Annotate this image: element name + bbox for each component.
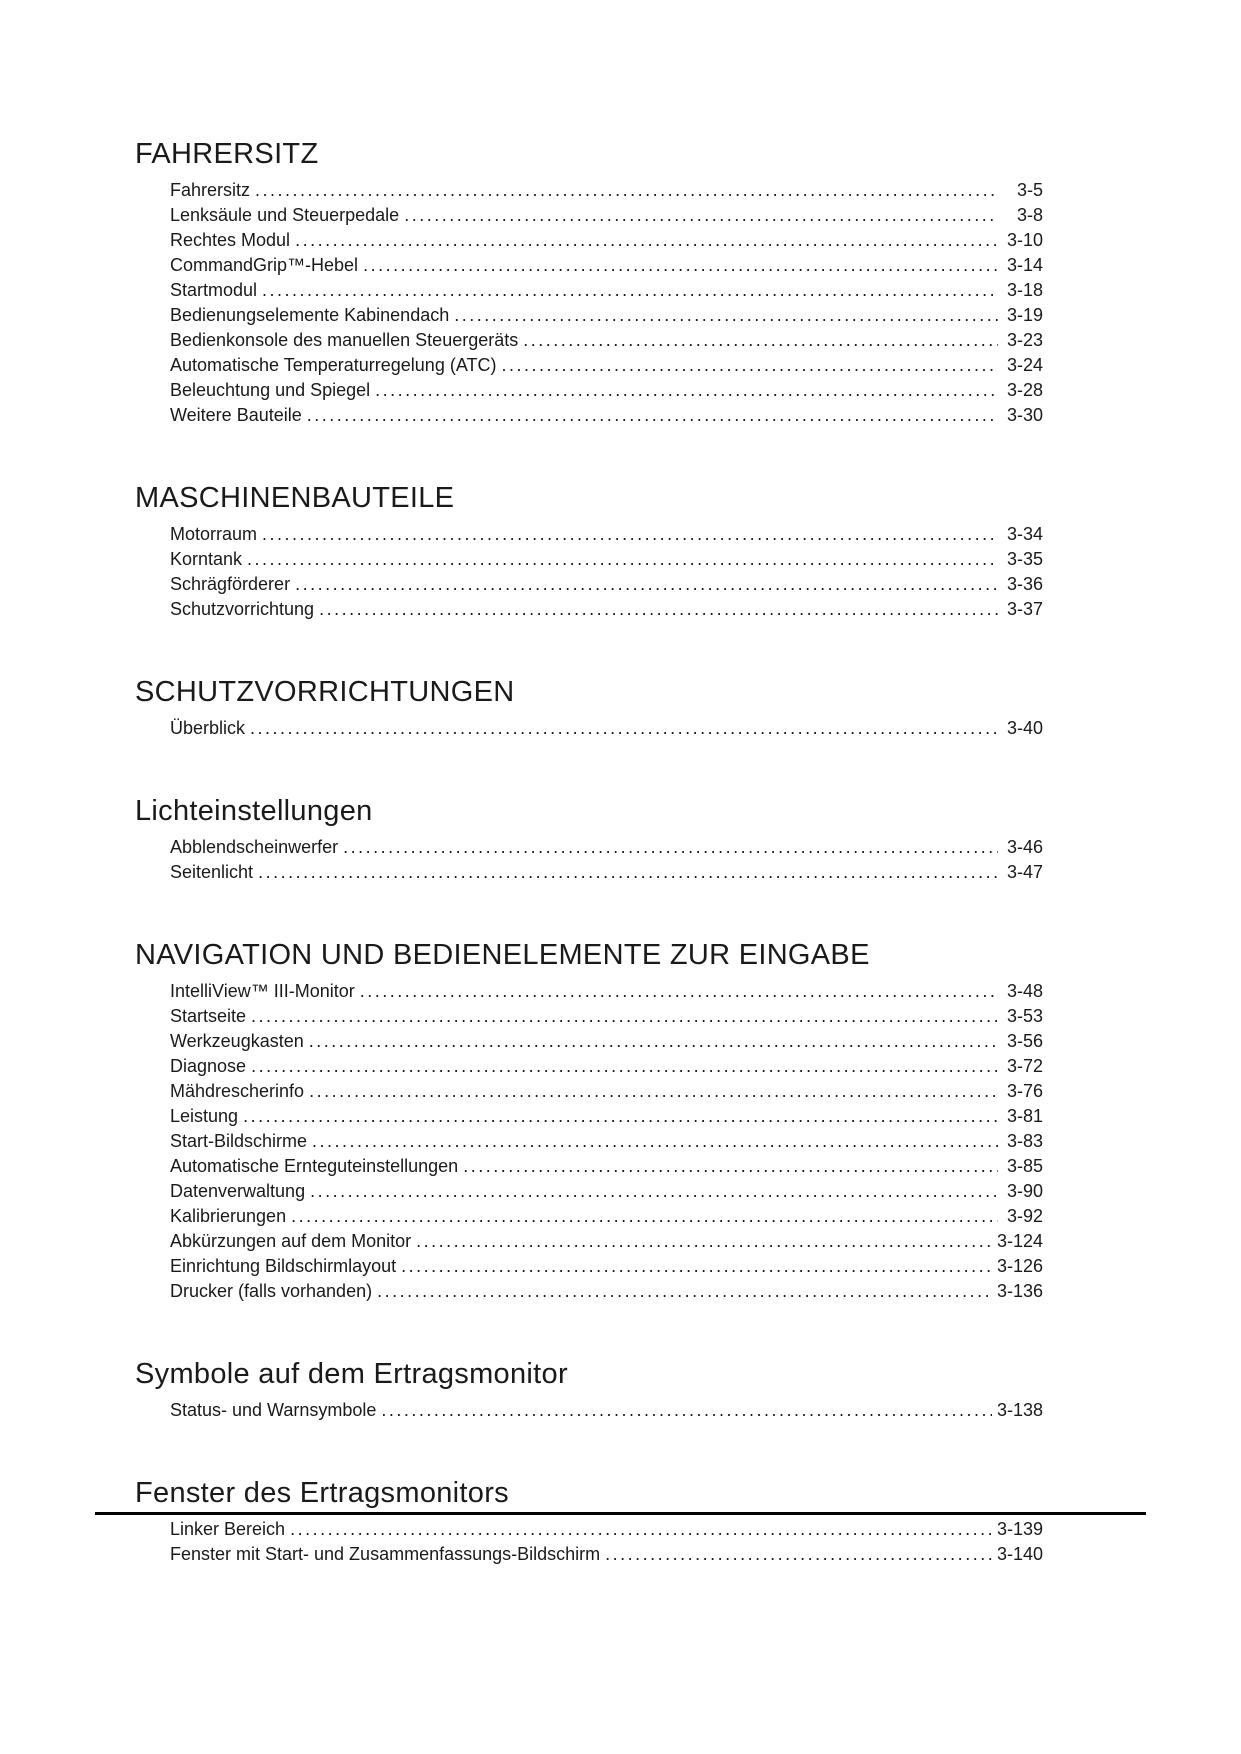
toc-sections — [135, 138, 1043, 1567]
toc-entry — [170, 1079, 1043, 1104]
dot-leader — [310, 1179, 998, 1204]
dot-leader — [295, 572, 998, 597]
toc-entry — [170, 353, 1043, 378]
dot-leader — [251, 1054, 998, 1079]
toc-entry — [170, 1154, 1043, 1179]
dot-leader — [381, 1398, 992, 1423]
dot-leader — [251, 1004, 998, 1029]
toc-entry-page: 3-72 — [1006, 1056, 1043, 1076]
toc-entry-page: 3-35 — [1006, 549, 1043, 569]
toc-entry — [170, 522, 1043, 547]
section-heading: Lichteinstellungen — [135, 795, 373, 827]
toc-entry-label: Überblick — [170, 718, 246, 738]
toc-entry-label: Drucker (falls vorhanden) — [170, 1281, 373, 1301]
toc-entry-page: 3-124 — [996, 1231, 1043, 1251]
toc-entry-list — [135, 1517, 1043, 1567]
toc-entry-label: Startmodul — [170, 280, 258, 300]
toc-entry — [170, 1104, 1043, 1129]
toc-entry — [170, 835, 1043, 860]
toc-entry — [170, 203, 1043, 228]
toc-entry-page: 3-14 — [1006, 255, 1043, 275]
toc-entry — [170, 378, 1043, 403]
toc-entry-page: 3-5 — [1016, 180, 1043, 200]
toc-entry — [170, 860, 1043, 885]
toc-entry-label: Seitenlicht — [170, 862, 254, 882]
toc-entry — [170, 1004, 1043, 1029]
toc-entry-page: 3-10 — [1006, 230, 1043, 250]
toc-section — [135, 482, 1043, 622]
toc-section — [135, 939, 1043, 1304]
toc-entry-label: CommandGrip™-Hebel — [170, 255, 359, 275]
toc-entry-label: Startseite — [170, 1006, 247, 1026]
toc-entry — [170, 328, 1043, 353]
toc-section — [135, 1358, 1043, 1423]
toc-section — [135, 1477, 1043, 1567]
toc-entry-list — [135, 178, 1043, 428]
toc-entry-label: Mähdrescherinfo — [170, 1081, 305, 1101]
dot-leader — [309, 1079, 998, 1104]
toc-entry-list — [135, 979, 1043, 1304]
toc-entry-page: 3-37 — [1006, 599, 1043, 619]
toc-entry-label: Fahrersitz — [170, 180, 251, 200]
dot-leader — [262, 278, 998, 303]
toc-entry-page: 3-126 — [996, 1256, 1043, 1276]
dot-leader — [416, 1229, 992, 1254]
toc-entry-page: 3-48 — [1006, 981, 1043, 1001]
toc-entry-label: Motorraum — [170, 524, 258, 544]
dot-leader — [360, 979, 998, 1004]
dot-leader — [463, 1154, 998, 1179]
toc-entry-label: Leistung — [170, 1106, 239, 1126]
dot-leader — [291, 1204, 998, 1229]
toc-entry-page: 3-23 — [1006, 330, 1043, 350]
dot-leader — [523, 328, 998, 353]
toc-entry-page: 3-90 — [1006, 1181, 1043, 1201]
dot-leader — [454, 303, 998, 328]
toc-entry — [170, 716, 1043, 741]
toc-entry — [170, 403, 1043, 428]
dot-leader — [258, 860, 998, 885]
dot-leader — [307, 403, 998, 428]
toc-entry-page: 3-76 — [1006, 1081, 1043, 1101]
toc-entry — [170, 1029, 1043, 1054]
toc-entry-label: Korntank — [170, 549, 243, 569]
toc-entry-label: Start-Bildschirme — [170, 1131, 308, 1151]
footer-rule — [95, 1512, 1146, 1515]
section-heading: MASCHINENBAUTEILE — [135, 482, 455, 514]
dot-leader — [319, 597, 998, 622]
toc-entry-list — [135, 1398, 1043, 1423]
toc-entry-page: 3-83 — [1006, 1131, 1043, 1151]
toc-entry-page: 3-81 — [1006, 1106, 1043, 1126]
section-heading: FAHRERSITZ — [135, 138, 319, 170]
toc-entry-label: Lenksäule und Steuerpedale — [170, 205, 400, 225]
toc-entry — [170, 1054, 1043, 1079]
toc-entry — [170, 253, 1043, 278]
toc-entry-page: 3-138 — [996, 1400, 1043, 1420]
toc-entry-label: Status- und Warnsymbole — [170, 1400, 377, 1420]
toc-entry — [170, 178, 1043, 203]
dot-leader — [377, 1279, 992, 1304]
toc-entry-page: 3-8 — [1016, 205, 1043, 225]
toc-entry-label: Linker Bereich — [170, 1519, 286, 1539]
toc-entry-page: 3-28 — [1006, 380, 1043, 400]
toc-entry-label: Diagnose — [170, 1056, 247, 1076]
dot-leader — [312, 1129, 998, 1154]
toc-entry-label: Automatische Ernteguteinstellungen — [170, 1156, 459, 1176]
toc-entry-label: IntelliView™ III-Monitor — [170, 981, 355, 1001]
toc-entry-page: 3-24 — [1006, 355, 1043, 375]
toc-entry-page: 3-140 — [996, 1544, 1043, 1564]
dot-leader — [247, 547, 998, 572]
toc-entry-label: Bedienkonsole des manuellen Steuergeräts — [170, 330, 519, 350]
toc-entry-label: Fenster mit Start- und Zusammenfassungs-Bildschirm — [170, 1544, 601, 1564]
toc-entry-page: 3-40 — [1006, 718, 1043, 738]
toc-entry-page: 3-139 — [996, 1519, 1043, 1539]
dot-leader — [605, 1542, 992, 1567]
toc-entry — [170, 1517, 1043, 1542]
toc-page — [135, 138, 1043, 1567]
dot-leader — [363, 253, 998, 278]
dot-leader — [250, 716, 998, 741]
toc-entry — [170, 1542, 1043, 1567]
toc-entry-page: 3-47 — [1006, 862, 1043, 882]
toc-section — [135, 138, 1043, 428]
toc-entry-page: 3-136 — [996, 1281, 1043, 1301]
toc-entry-page: 3-53 — [1006, 1006, 1043, 1026]
dot-leader — [404, 203, 998, 228]
toc-entry-page: 3-85 — [1006, 1156, 1043, 1176]
toc-entry — [170, 597, 1043, 622]
dot-leader — [309, 1029, 998, 1054]
toc-entry — [170, 1254, 1043, 1279]
toc-entry — [170, 228, 1043, 253]
toc-entry — [170, 1129, 1043, 1154]
toc-entry — [170, 572, 1043, 597]
dot-leader — [255, 178, 998, 203]
toc-entry-label: Datenverwaltung — [170, 1181, 306, 1201]
toc-entry-page: 3-56 — [1006, 1031, 1043, 1051]
dot-leader — [243, 1104, 998, 1129]
dot-leader — [262, 522, 998, 547]
toc-entry — [170, 1398, 1043, 1423]
toc-entry-label: Bedienungselemente Kabinendach — [170, 305, 450, 325]
toc-entry-page: 3-19 — [1006, 305, 1043, 325]
toc-entry-list — [135, 716, 1043, 741]
toc-entry-label: Schutzvorrichtung — [170, 599, 315, 619]
toc-entry-label: Schrägförderer — [170, 574, 291, 594]
toc-entry-label: Werkzeugkasten — [170, 1031, 304, 1051]
toc-entry — [170, 303, 1043, 328]
toc-entry-page: 3-36 — [1006, 574, 1043, 594]
dot-leader — [401, 1254, 992, 1279]
section-heading: Symbole auf dem Ertragsmonitor — [135, 1358, 568, 1390]
toc-entry — [170, 547, 1043, 572]
dot-leader — [290, 1517, 992, 1542]
toc-entry — [170, 1204, 1043, 1229]
toc-section — [135, 795, 1043, 885]
toc-section — [135, 676, 1043, 741]
toc-entry — [170, 979, 1043, 1004]
toc-entry-label: Beleuchtung und Spiegel — [170, 380, 371, 400]
dot-leader — [295, 228, 998, 253]
toc-entry — [170, 1229, 1043, 1254]
toc-entry-label: Automatische Temperaturregelung (ATC) — [170, 355, 497, 375]
toc-entry-label: Rechtes Modul — [170, 230, 291, 250]
toc-entry-label: Kalibrierungen — [170, 1206, 287, 1226]
dot-leader — [343, 835, 998, 860]
toc-entry-label: Einrichtung Bildschirmlayout — [170, 1256, 397, 1276]
section-heading: SCHUTZVORRICHTUNGEN — [135, 676, 515, 708]
section-heading: NAVIGATION UND BEDIENELEMENTE ZUR EINGABE — [135, 939, 870, 971]
toc-entry-page: 3-18 — [1006, 280, 1043, 300]
toc-entry-label: Abblendscheinwerfer — [170, 837, 339, 857]
toc-entry-page: 3-30 — [1006, 405, 1043, 425]
toc-entry-page: 3-92 — [1006, 1206, 1043, 1226]
toc-entry — [170, 1279, 1043, 1304]
section-heading: Fenster des Ertragsmonitors — [135, 1477, 509, 1509]
toc-entry-list — [135, 522, 1043, 622]
toc-entry — [170, 1179, 1043, 1204]
dot-leader — [501, 353, 998, 378]
toc-entry-list — [135, 835, 1043, 885]
toc-entry-label: Weitere Bauteile — [170, 405, 302, 425]
toc-entry-page: 3-46 — [1006, 837, 1043, 857]
toc-entry — [170, 278, 1043, 303]
toc-entry-label: Abkürzungen auf dem Monitor — [170, 1231, 412, 1251]
toc-entry-page: 3-34 — [1006, 524, 1043, 544]
dot-leader — [375, 378, 998, 403]
